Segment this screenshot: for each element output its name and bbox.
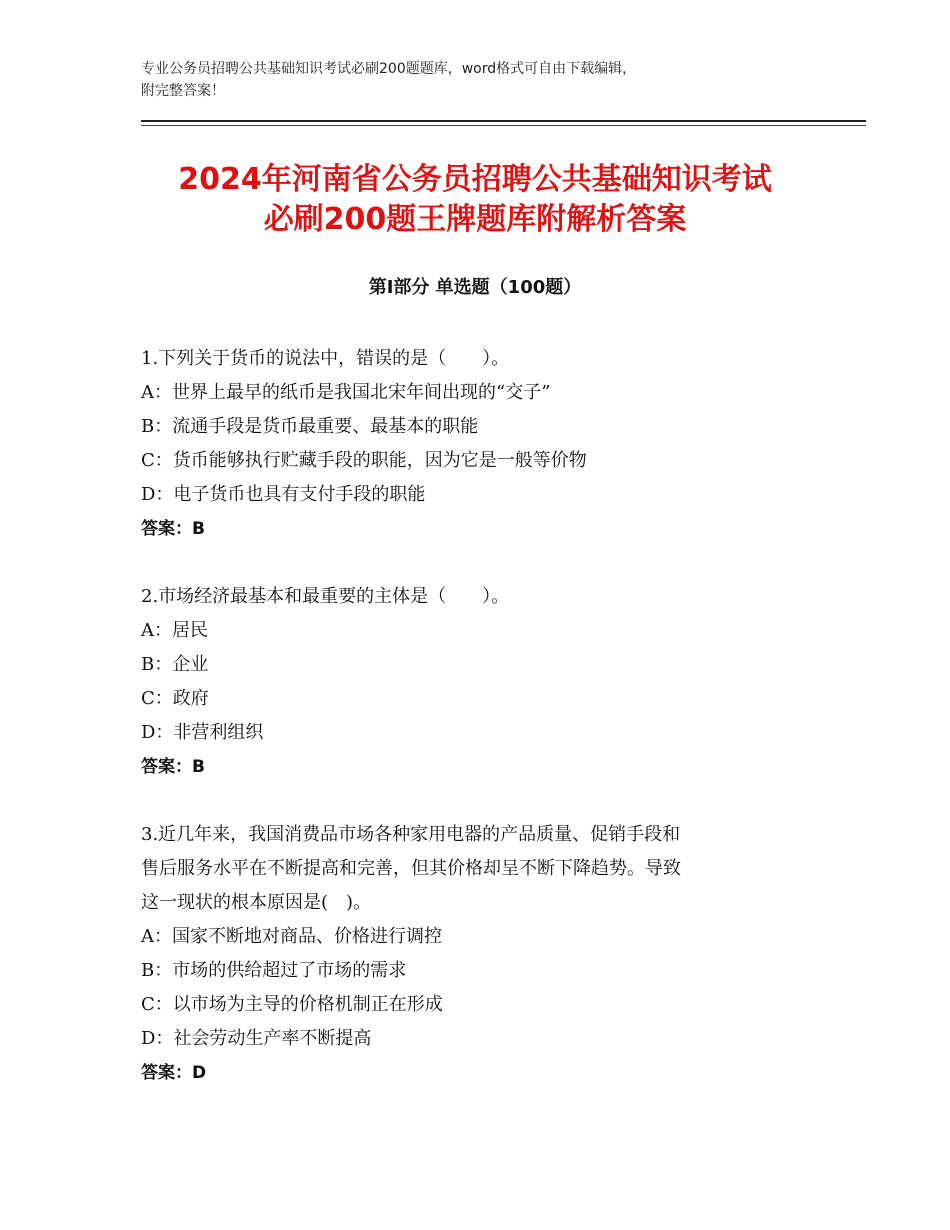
question-1 [141,342,821,546]
option-a: A：世界上最早的纸币是我国北宋年间出现的“交子” [141,382,551,403]
header-note-line-2: 附完整答案！ [141,83,225,99]
document-title [100,160,850,240]
header-note-line-1: 专业公务员招聘公共基础知识考试必刷200题题库，word格式可自由下载编辑， [141,61,637,77]
answer-label: 答案：D [141,1063,207,1083]
option-a: A：居民 [141,620,208,641]
section-heading: 第Ⅰ部分 单选题（100题） [368,277,582,298]
option-c: C：货币能够执行贮藏手段的职能，因为它是一般等价物 [141,450,587,471]
header-note [141,58,841,102]
answer-label: 答案：B [141,519,205,539]
option-d: D：非营利组织 [141,722,264,743]
question-stem-line-2: 售后服务水平在不断提高和完善，但其价格却呈不断下降趋势。导致 [141,858,681,879]
option-c: C：以市场为主导的价格机制正在形成 [141,994,443,1015]
question-stem-line-1: 3.近几年来，我国消费品市场各种家用电器的产品质量、促销手段和 [141,824,681,845]
document-title-line-2: 必刷200题王牌题库附解析答案 [263,202,687,237]
option-b: B：市场的供给超过了市场的需求 [141,960,407,981]
question-list [141,342,821,1124]
option-b: B：流通手段是货币最重要、最基本的职能 [141,416,479,437]
option-d: D：社会劳动生产率不断提高 [141,1028,372,1049]
question-3 [141,818,821,1090]
option-a: A：国家不断地对商品、价格进行调控 [141,926,442,947]
header-divider-thick [141,120,866,122]
question-2 [141,580,821,784]
document-title-line-1: 2024年河南省公务员招聘公共基础知识考试 [178,162,772,197]
question-stem-line-3: 这一现状的根本原因是( )。 [141,892,372,913]
option-d: D：电子货币也具有支付手段的职能 [141,484,426,505]
option-b: B：企业 [141,654,209,675]
question-stem: 2.市场经济最基本和最重要的主体是（ ）。 [141,586,510,607]
option-c: C：政府 [141,688,209,709]
answer-label: 答案：B [141,757,205,777]
header-divider-thin [141,125,866,126]
question-stem: 1.下列关于货币的说法中，错误的是（ ）。 [141,348,510,369]
